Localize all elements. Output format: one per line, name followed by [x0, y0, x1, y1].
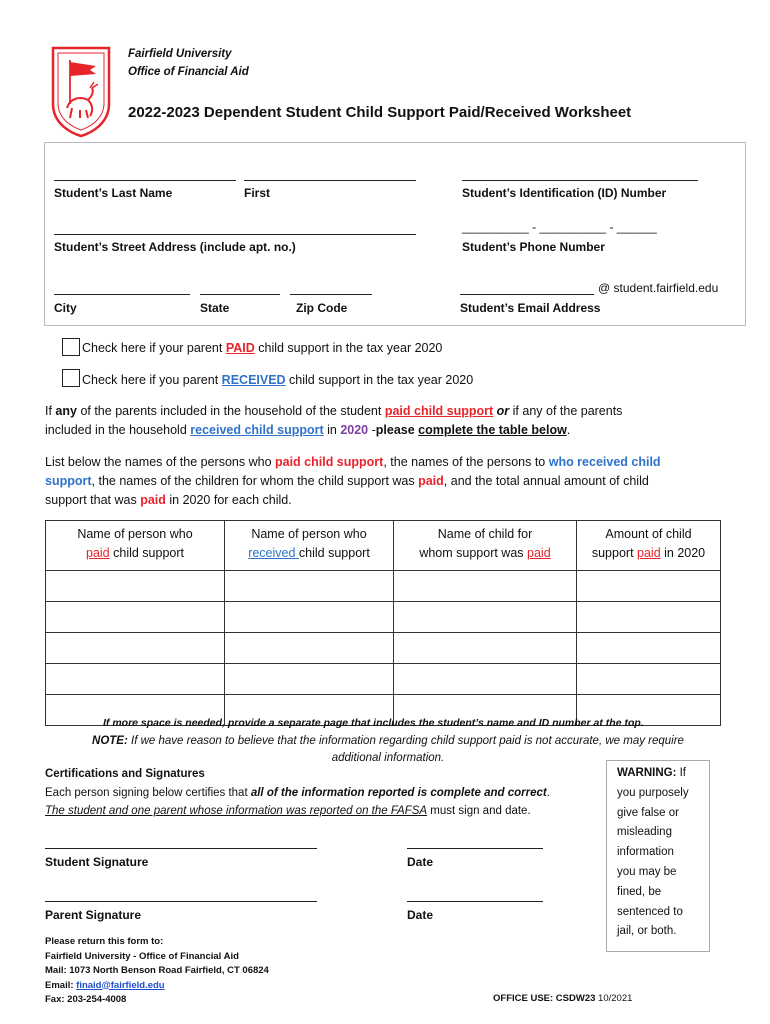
- email-domain: @ student.fairfield.edu: [598, 281, 719, 295]
- table-cell[interactable]: [577, 571, 721, 602]
- university-name: Fairfield University: [128, 48, 232, 60]
- accuracy-note: NOTE: If we have reason to believe that the information regarding child support paid is not accurate, we may require additional information.: [92, 735, 684, 764]
- table-cell[interactable]: [577, 602, 721, 633]
- table-cell[interactable]: [394, 571, 577, 602]
- last-name-label: Student’s Last Name: [54, 186, 173, 200]
- student-signature-field[interactable]: [45, 848, 317, 849]
- parent-signature-label: Parent Signature: [45, 908, 142, 922]
- student-id-label: Student’s Identification (ID) Number: [462, 186, 667, 200]
- warning-box: WARNING: If you purposely give false or misleading information you may be fined, be sentenced to jail, or both.: [606, 760, 710, 952]
- more-space-note: If more space is needed, provide a separate page that includes the student’s name and ID number at the top.: [103, 717, 644, 729]
- table-cell[interactable]: [394, 602, 577, 633]
- received-checkbox[interactable]: [62, 369, 80, 387]
- table-cell[interactable]: [46, 571, 225, 602]
- street-address-field[interactable]: [54, 234, 416, 235]
- parent-date-field[interactable]: [407, 901, 543, 902]
- col-header-amount: Amount of child support paid in 2020: [577, 521, 721, 571]
- zip-label: Zip Code: [296, 301, 348, 315]
- first-name-field[interactable]: [244, 180, 416, 181]
- table-cell[interactable]: [46, 633, 225, 664]
- table-cell[interactable]: [394, 633, 577, 664]
- table-row: [46, 633, 721, 664]
- table-cell[interactable]: [225, 633, 394, 664]
- student-signature-label: Student Signature: [45, 855, 149, 869]
- return-address: Please return this form to: Fairfield University - Office of Financial Aid Mail: 1073 North Benson Road Fairfield, CT 06824 Email: finaid@fairfield.edu Fax: 203-254-4008: [45, 936, 269, 1005]
- email-link[interactable]: finaid@fairfield.edu: [76, 979, 165, 991]
- student-date-label: Date: [407, 855, 434, 869]
- table-cell[interactable]: [225, 664, 394, 695]
- table-cell[interactable]: [46, 664, 225, 695]
- email-label: Student’s Email Address: [460, 301, 601, 315]
- parent-signature-field[interactable]: [45, 901, 317, 902]
- phone-label: Student’s Phone Number: [462, 240, 605, 254]
- paid-checkbox-label: Check here if your parent PAID child support in the tax year 2020: [82, 341, 443, 355]
- page-title: 2022-2023 Dependent Student Child Support Paid/Received Worksheet: [128, 104, 632, 121]
- zip-field[interactable]: [290, 294, 372, 295]
- table-cell[interactable]: [577, 633, 721, 664]
- phone-field[interactable]: __________ - __________ - ______: [462, 220, 657, 234]
- parent-date-label: Date: [407, 908, 434, 922]
- certifications-heading: Certifications and Signatures: [45, 768, 205, 780]
- student-id-field[interactable]: [462, 180, 698, 181]
- received-checkbox-label: Check here if you parent RECEIVED child support in the tax year 2020: [82, 373, 474, 387]
- table-cell[interactable]: [577, 664, 721, 695]
- street-address-label: Student’s Street Address (include apt. no.): [54, 240, 296, 254]
- certifications-text: Each person signing below certifies that all of the information reported is complete and correct. The student and one parent whose information was reported on the FAFSA must sign and date.: [45, 787, 550, 817]
- city-label: City: [54, 301, 77, 315]
- col-header-received-person: Name of person who received child support: [225, 521, 394, 571]
- student-date-field[interactable]: [407, 848, 543, 849]
- city-field[interactable]: [54, 294, 190, 295]
- first-name-label: First: [244, 186, 271, 200]
- instructions-paragraph-1: If any of the parents included in the household of the student paid child support or if any of the parents included in the household received child support in 2020 -please complete the table below.: [45, 404, 623, 437]
- university-crest-logo: [50, 46, 112, 138]
- state-field[interactable]: [200, 294, 280, 295]
- table-cell[interactable]: [394, 664, 577, 695]
- table-cell[interactable]: [225, 571, 394, 602]
- table-row: [46, 664, 721, 695]
- col-header-child-name: Name of child for whom support was paid: [394, 521, 577, 571]
- office-use: OFFICE USE: CSDW23 10/2021: [493, 993, 633, 1004]
- state-label: State: [200, 301, 230, 315]
- email-field[interactable]: [460, 294, 594, 295]
- paid-checkbox[interactable]: [62, 338, 80, 356]
- office-name: Office of Financial Aid: [128, 66, 249, 78]
- table-cell[interactable]: [46, 602, 225, 633]
- table-row: [46, 602, 721, 633]
- table-row: [46, 571, 721, 602]
- table-cell[interactable]: [225, 602, 394, 633]
- col-header-paid-person: Name of person who paid child support: [46, 521, 225, 571]
- instructions-paragraph-2: List below the names of the persons who paid child support, the names of the persons to who received child support, the names of the children for whom the child support was paid, and the total annual amount of child support that was paid in 2020 for each child.: [45, 455, 661, 507]
- child-support-table: [45, 520, 721, 726]
- last-name-field[interactable]: [54, 180, 236, 181]
